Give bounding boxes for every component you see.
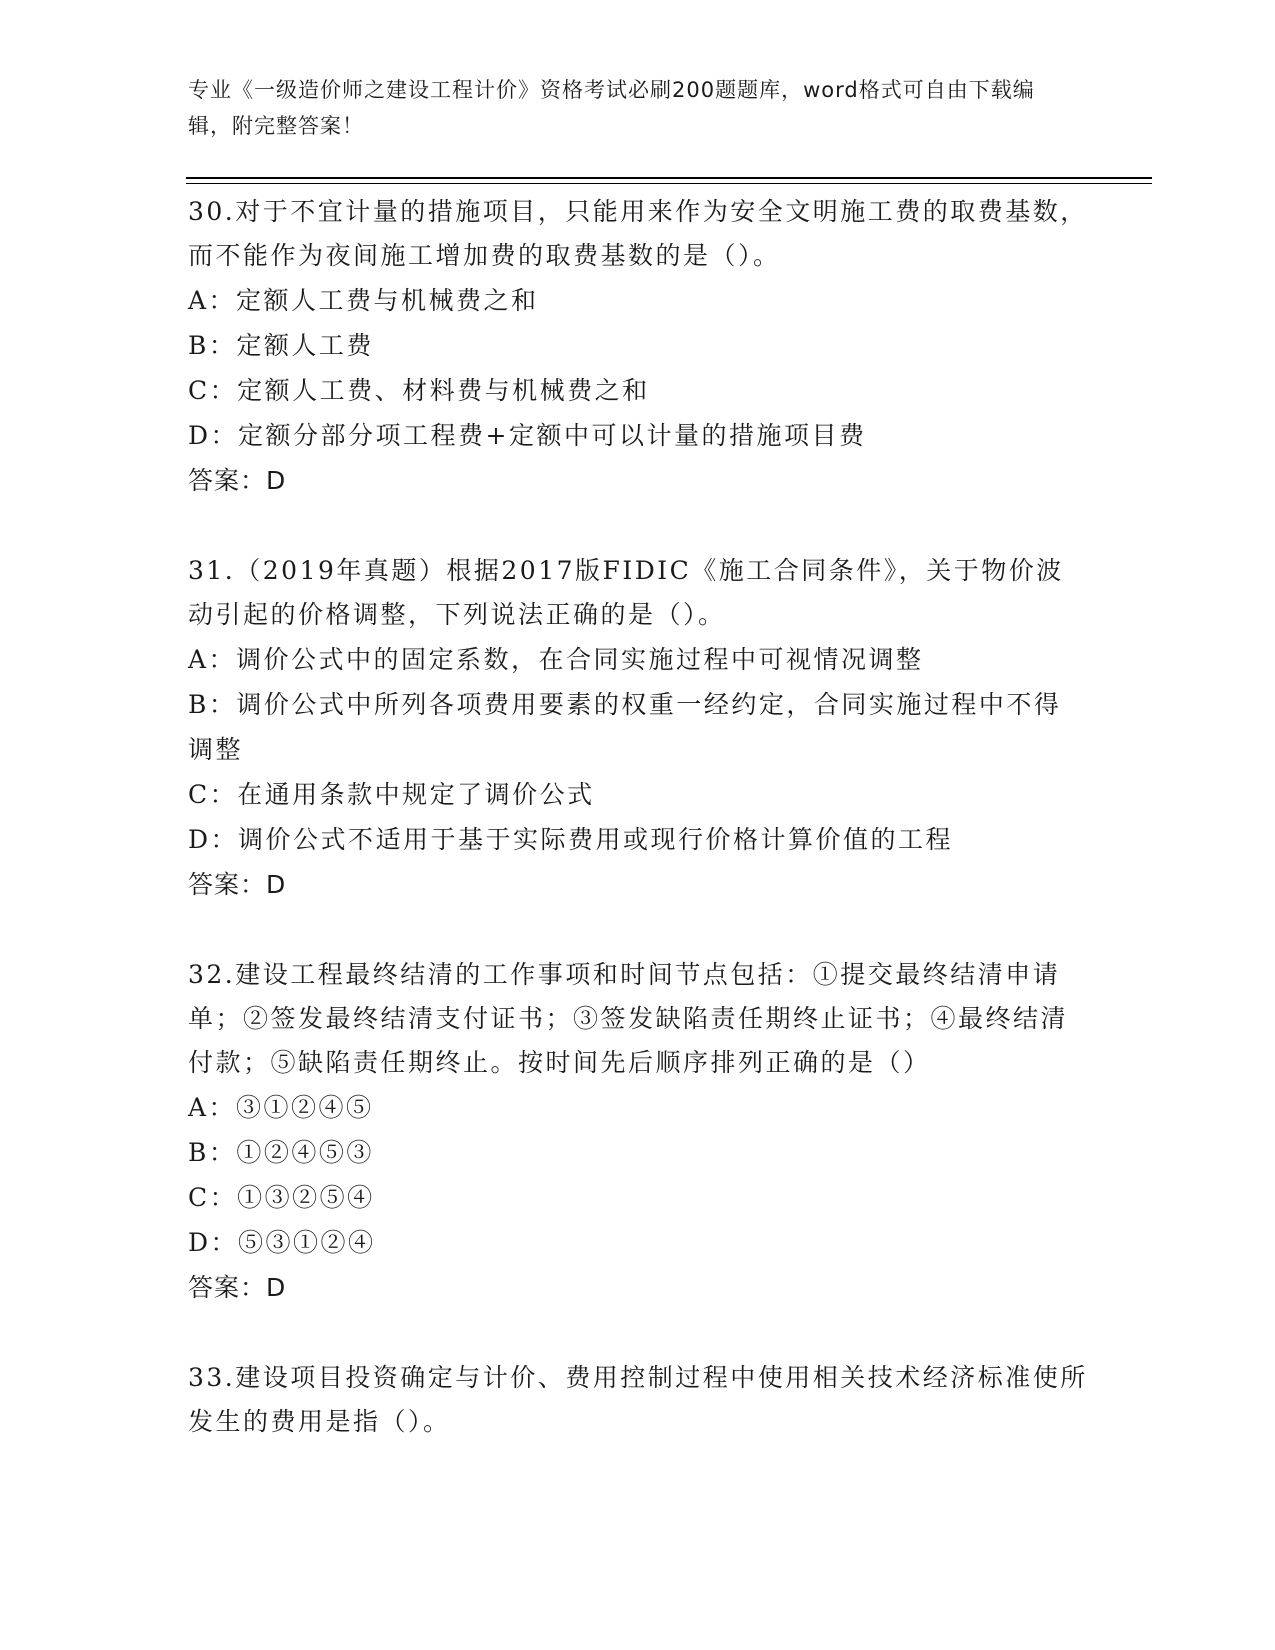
option-d: D：调价公式不适用于基于实际费用或现行价格计算价值的工程	[188, 825, 954, 854]
answer-label: 答案：D	[188, 870, 287, 899]
option-d: D：定额分部分项工程费+定额中可以计量的措施项目费	[188, 421, 867, 450]
question-list	[188, 188, 1088, 1489]
header-divider-thin	[186, 183, 1152, 184]
question-stem: 32.建设工程最终结清的工作事项和时间节点包括：①提交最终结清申请单；②签发最终结清支付证书；③签发缺陷责任期终止证书；④最终结清付款；⑤缺陷责任期终止。按时间先后顺序排列正确的是（）	[188, 960, 1069, 1077]
question-33	[188, 1356, 1088, 1444]
question-30	[188, 190, 1088, 504]
header-divider-thick	[186, 177, 1152, 179]
option-b: B：定额人工费	[188, 331, 374, 360]
question-31	[188, 549, 1088, 908]
option-b: B：调价公式中所列各项费用要素的权重一经约定，合同实施过程中不得调整	[188, 690, 1062, 764]
option-d: D：⑤③①②④	[188, 1228, 376, 1257]
question-stem: 31.（2019年真题）根据2017版FIDIC《施工合同条件》，关于物价波动引起的价格调整，下列说法正确的是（）。	[188, 556, 1064, 629]
question-stem: 30.对于不宜计量的措施项目，只能用来作为安全文明施工费的取费基数，而不能作为夜间施工增加费的取费基数的是（）。	[188, 197, 1088, 270]
answer-label: 答案：D	[188, 1273, 287, 1302]
option-a: A：③①②④⑤	[188, 1093, 374, 1122]
option-c: C：在通用条款中规定了调价公式	[188, 780, 595, 809]
question-stem: 33.建设项目投资确定与计价、费用控制过程中使用相关技术经济标准使所发生的费用是指（）。	[188, 1363, 1088, 1436]
option-a: A：调价公式中的固定系数，在合同实施过程中可视情况调整	[188, 645, 924, 674]
document-header: 专业《一级造价师之建设工程计价》资格考试必刷200题题库，word格式可自由下载编辑，附完整答案！	[188, 78, 1035, 138]
question-32	[188, 953, 1088, 1311]
option-c: C：定额人工费、材料费与机械费之和	[188, 376, 650, 405]
answer-label: 答案：D	[188, 466, 287, 495]
option-a: A：定额人工费与机械费之和	[188, 286, 539, 315]
option-c: C：①③②⑤④	[188, 1183, 375, 1212]
option-b: B：①②④⑤③	[188, 1138, 374, 1167]
